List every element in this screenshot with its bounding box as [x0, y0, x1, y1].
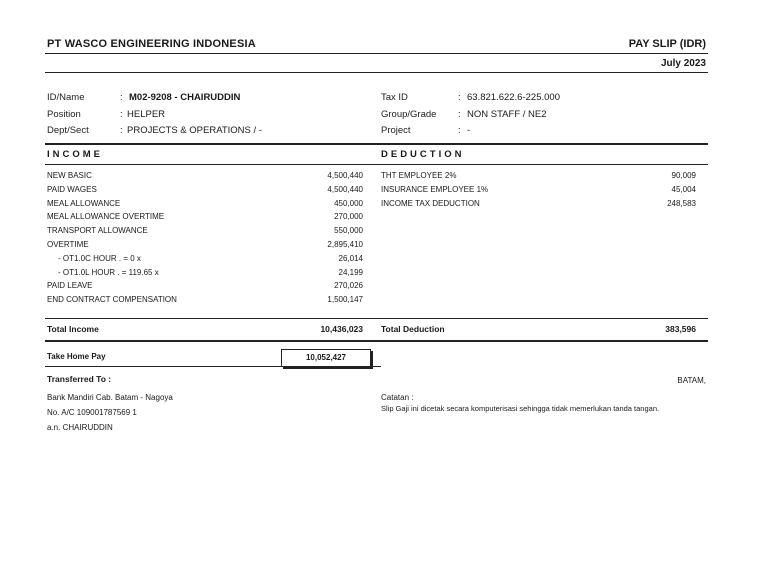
total-deduction-value: 383,596	[665, 324, 696, 334]
take-home-rule	[45, 366, 381, 367]
income-item-amount: 4,500,440	[327, 171, 363, 180]
income-item-label: OVERTIME	[47, 240, 89, 249]
income-item-amount: 270,000	[334, 212, 363, 222]
id-name-label: ID/Name	[47, 92, 85, 103]
transfer-label: Transferred To :	[47, 374, 112, 384]
income-item-amount: 450,000	[334, 198, 363, 208]
project-label: Project	[381, 125, 411, 136]
grade-colon: :	[458, 109, 461, 120]
document-title: PAY SLIP (IDR)	[628, 38, 706, 50]
totals-bottom-rule	[45, 340, 708, 342]
total-income-label: Total Income	[47, 324, 99, 334]
total-income-value: 10,436,023	[320, 324, 363, 334]
company-name: PT WASCO ENGINEERING INDONESIA	[47, 38, 256, 50]
note-text: Slip Gaji ini dicetak secara komputerisasi sehingga tidak memerlukan tanda tangan.	[381, 404, 660, 413]
note-label: Catatan :	[381, 393, 414, 402]
grade-label: Group/Grade	[381, 109, 437, 120]
take-home-label: Take Home Pay	[47, 352, 106, 361]
income-item-amount: 24,199	[338, 267, 363, 277]
income-item-label: END CONTRACT COMPENSATION	[47, 295, 177, 305]
income-item-amount: 4,500,440	[327, 184, 363, 194]
project-value: -	[467, 125, 471, 136]
deduction-item-amount: 45,004	[671, 184, 696, 194]
id-name-colon: :	[120, 92, 123, 103]
income-item-label: PAID LEAVE	[47, 281, 93, 291]
income-section-title: INCOME	[47, 149, 103, 160]
city-label: BATAM,	[677, 376, 706, 385]
period-divider	[45, 72, 708, 73]
grade-value: NON STAFF / NE2	[467, 109, 547, 120]
income-item-label: - OT1.0C HOUR . = 0 x	[58, 253, 141, 263]
section-header-rule	[45, 164, 708, 165]
account-holder: a.n. CHAIRUDDIN	[47, 423, 113, 432]
income-item-amount: 26,014	[338, 253, 363, 263]
project-colon: :	[458, 125, 461, 136]
total-deduction-label: Total Deduction	[381, 324, 445, 334]
deduction-item-amount: 248,583	[667, 198, 696, 208]
income-item-label: - OT1.0L HOUR . = 119.65 x	[58, 267, 159, 277]
deduction-section-title: DEDUCTION	[381, 149, 465, 160]
income-item-amount: 2,895,410	[327, 240, 363, 249]
header-divider	[45, 53, 708, 54]
dept-colon: :	[120, 125, 123, 136]
pay-period: July 2023	[660, 58, 706, 69]
bank-name: Bank Mandiri Cab. Batam - Nagoya	[47, 393, 173, 402]
deduction-item-amount: 90,009	[671, 171, 696, 180]
deduction-item-label: THT EMPLOYEE 2%	[381, 171, 457, 180]
account-number: No. A/C 109001787569 1	[47, 408, 137, 417]
deduction-item-label: INSURANCE EMPLOYEE 1%	[381, 184, 489, 194]
income-item-amount: 1,500,147	[327, 295, 363, 305]
deduction-item-label: INCOME TAX DEDUCTION	[381, 198, 480, 208]
income-item-amount: 550,000	[334, 226, 363, 236]
section-top-rule	[45, 143, 708, 145]
tax-id-colon: :	[458, 92, 461, 103]
income-item-label: TRANSPORT ALLOWANCE	[47, 226, 148, 236]
tax-id-label: Tax ID	[381, 92, 408, 103]
id-name-value: M02-9208 - CHAIRUDDIN	[129, 92, 241, 103]
income-item-label: MEAL ALLOWANCE	[47, 198, 121, 208]
tax-id-value: 63.821.622.6-225.000	[467, 92, 560, 103]
dept-value: PROJECTS & OPERATIONS / -	[127, 125, 262, 136]
income-item-label: MEAL ALLOWANCE OVERTIME	[47, 212, 165, 222]
income-item-label: PAID WAGES	[47, 184, 97, 194]
income-item-amount: 270,026	[334, 281, 363, 291]
income-item-label: NEW BASIC	[47, 171, 92, 180]
dept-label: Dept/Sect	[47, 125, 89, 136]
totals-top-rule	[45, 318, 708, 319]
take-home-value: 10,052,427	[281, 349, 371, 367]
position-colon: :	[120, 109, 123, 120]
position-value: HELPER	[127, 109, 166, 120]
position-label: Position	[47, 109, 81, 120]
